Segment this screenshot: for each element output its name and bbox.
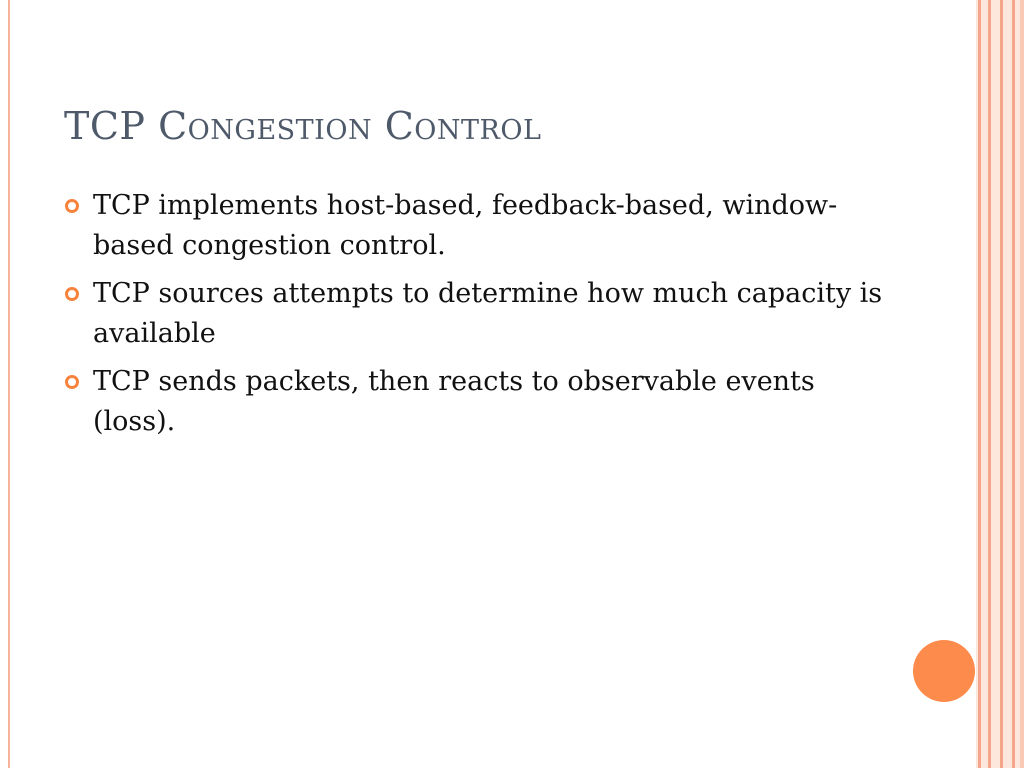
bullet-item [64, 186, 884, 266]
bullet-item [64, 362, 884, 442]
bullet-text: TCP sends packets, then reacts to observable events (loss). [93, 366, 815, 437]
right-stripe [988, 0, 991, 768]
right-stripe [1012, 0, 1015, 768]
bullet-icon [65, 375, 79, 389]
slide-title: TCP Congestion Control [64, 104, 542, 148]
bullet-list [64, 186, 884, 450]
right-stripe [1020, 0, 1024, 768]
left-border-line [8, 0, 10, 768]
bullet-text: TCP sources attempts to determine how much capacity is available [93, 278, 883, 349]
bullet-text: TCP implements host-based, feedback-based, window-based congestion control. [93, 190, 838, 261]
right-stripe [1000, 0, 1003, 768]
right-stripe [978, 0, 981, 768]
bullet-icon [65, 287, 79, 301]
accent-circle-icon [913, 640, 975, 702]
bullet-item [64, 274, 884, 354]
bullet-icon [65, 199, 79, 213]
